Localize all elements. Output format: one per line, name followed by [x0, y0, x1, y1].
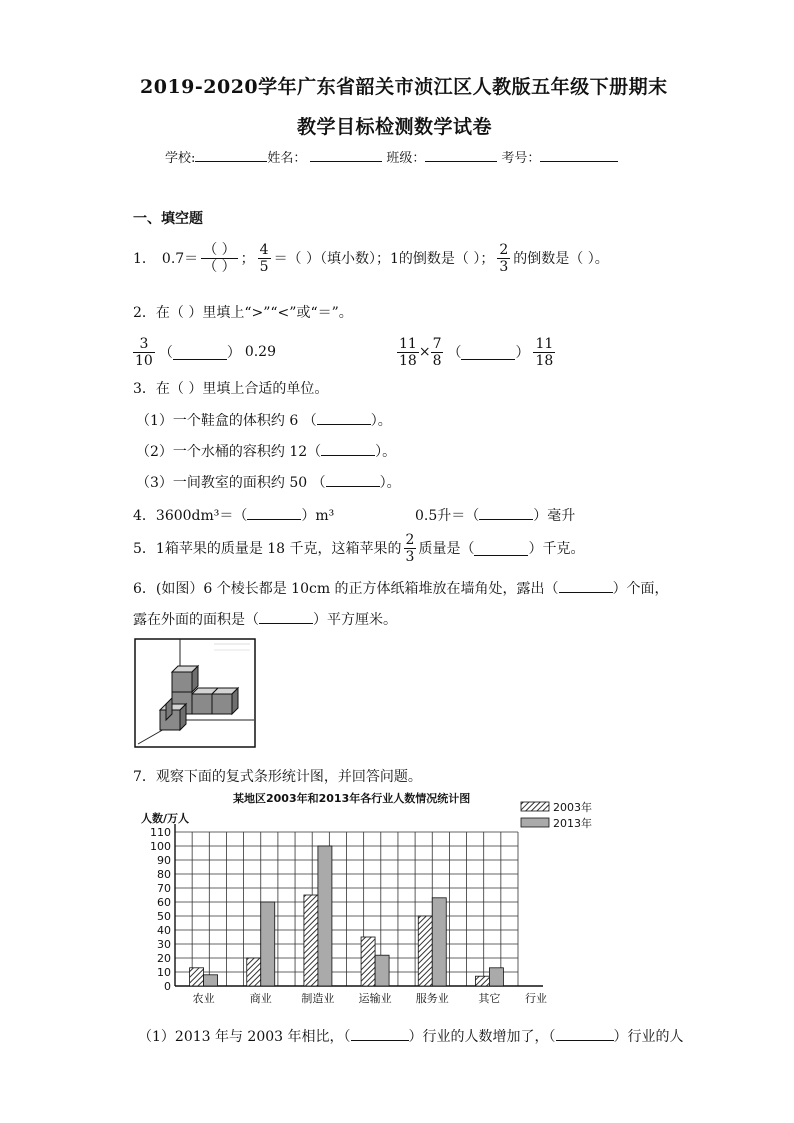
- y-tick-label: 30: [157, 938, 171, 951]
- q2-fraction-11-18-a: $\frac{11}{18}$: [399, 335, 417, 369]
- y-tick-label: 60: [157, 896, 171, 909]
- q2-left-tail: 0.29: [244, 344, 276, 360]
- q6-blank-1[interactable]: [559, 578, 613, 593]
- q3-close-2: ）。: [375, 444, 397, 460]
- cube-stack-figure: [134, 638, 256, 748]
- q2-fraction-7-8: $\frac{7}{8}$: [432, 335, 442, 369]
- x-tick-label: 运输业: [358, 992, 392, 1005]
- legend-swatch: [521, 818, 549, 827]
- q5-text-a: 5．1箱苹果的质量是 18 千克，这箱苹果的: [133, 541, 402, 557]
- name-label: 姓名：: [267, 151, 307, 166]
- section-heading: 一、填空题: [133, 211, 203, 227]
- q1-part-a: 0.7＝: [161, 251, 199, 267]
- y-tick-label: 100: [150, 840, 171, 853]
- q1-fraction-2-3: $\frac{2}{3}$: [499, 241, 509, 275]
- bar-2013: [432, 898, 446, 986]
- q2-fraction-11-18-b: $\frac{11}{18}$: [535, 335, 554, 369]
- legend-swatch: [521, 802, 549, 811]
- q6-line1-end: ）个面，: [612, 581, 669, 597]
- q3-blank-1[interactable]: [317, 410, 371, 425]
- bar-2013: [261, 902, 275, 986]
- chart-legend: [521, 800, 592, 830]
- y-tick-label: 50: [157, 910, 171, 923]
- q1-part-c: 的倒数是（ ）。: [513, 251, 609, 267]
- q2-paren-l: （: [158, 345, 173, 361]
- bar-2003: [361, 937, 375, 986]
- q3-close-3: ）。: [379, 475, 401, 491]
- question-1: [133, 238, 609, 278]
- student-info: [165, 147, 618, 166]
- school-label: 学校:: [165, 151, 196, 166]
- q1-fraction-blank[interactable]: $\frac{( )}{( )}$: [203, 241, 236, 275]
- q1-fraction-4-5: $\frac{4}{5}$: [259, 241, 269, 275]
- y-tick-label: 40: [157, 924, 171, 937]
- q4-blank-b[interactable]: [479, 505, 533, 520]
- chart-x-axis-label: 行业: [525, 992, 547, 1005]
- name-field[interactable]: [310, 147, 382, 162]
- q5-fraction-2-3: $\frac{2}{3}$: [405, 531, 415, 565]
- q2-paren-l2: （: [447, 345, 462, 361]
- bar-2013: [204, 975, 218, 986]
- q6-line-2: [133, 609, 397, 629]
- q3-blank-2[interactable]: [321, 441, 375, 456]
- y-tick-label: 0: [164, 980, 171, 993]
- bar-2003: [304, 895, 318, 986]
- q7-sub1-text: （1）2013 年与 2003 年相比，（: [138, 1029, 351, 1045]
- bar-chart: [133, 790, 603, 1012]
- y-tick-label: 20: [157, 952, 171, 965]
- question-2-right: [397, 332, 555, 372]
- q4-b-text: 0.5升＝（: [415, 508, 480, 524]
- q3-item-3: [136, 472, 401, 492]
- q3-close-1: ）。: [370, 413, 392, 429]
- school-field[interactable]: [195, 147, 267, 162]
- q3-item-2-text: （2）一个水桶的容积约 12（: [136, 444, 322, 460]
- q2-times: ×: [418, 344, 431, 360]
- q2-fraction-3-10: $\frac{3}{10}$: [135, 335, 153, 369]
- q1-part-b: ＝（ ）（填小数）；1的倒数是（ ）；: [273, 251, 495, 267]
- q4-part-b: [415, 505, 575, 525]
- q7-blank-1[interactable]: [351, 1026, 409, 1041]
- question-3-text: 3．在（ ）里填上合适的单位。: [133, 381, 329, 397]
- q3-blank-3[interactable]: [326, 472, 380, 487]
- q4-a-text: 4．3600dm³＝（: [133, 508, 248, 524]
- q3-item-1: [136, 410, 392, 430]
- q6-line2-text: 露在外面的面积是（: [133, 612, 259, 628]
- y-tick-label: 80: [157, 868, 171, 881]
- x-tick-label: 其它: [478, 992, 501, 1005]
- q5-text-b: 质量是（: [418, 541, 475, 557]
- x-tick-label: 商业: [249, 992, 272, 1005]
- q1-number: 1．: [133, 251, 156, 267]
- exam-title-line2: 教学目标检测数学试卷: [297, 116, 493, 138]
- bar-2013: [318, 846, 332, 986]
- bar-2003: [418, 916, 432, 986]
- q6-line-1: [133, 578, 669, 598]
- q7-sub-1: [138, 1026, 684, 1046]
- x-tick-label: 农业: [192, 992, 215, 1005]
- q1-separator: ；: [240, 251, 255, 267]
- chart-y-axis-label: 人数/万人: [141, 812, 190, 825]
- q2-blank-right[interactable]: [461, 345, 515, 360]
- q6-line2-end: ）平方厘米。: [313, 612, 397, 628]
- bar-2003: [247, 958, 261, 986]
- q4-a-end: ）m³: [301, 508, 335, 524]
- chart-y-ticks: [150, 826, 171, 993]
- q5-text-end: ）千克。: [528, 541, 585, 557]
- question-2-text: 2．在（ ）里填上“>”“<”或“＝”。: [133, 305, 353, 321]
- q5-blank[interactable]: [474, 541, 528, 556]
- y-tick-label: 70: [157, 882, 171, 895]
- q4-part-a: [133, 505, 334, 525]
- y-tick-label: 110: [150, 826, 171, 839]
- q7-sub1-mid: ）行业的人数增加了，（: [408, 1029, 556, 1045]
- class-label: 班级：: [386, 151, 426, 166]
- bar-2013: [375, 955, 389, 986]
- question-7-text: 7．观察下面的复式条形统计图，并回答问题。: [133, 769, 422, 785]
- legend-label: 2003年: [553, 801, 592, 814]
- bar-2003: [190, 968, 204, 986]
- q7-blank-2[interactable]: [556, 1026, 614, 1041]
- chart-title: 某地区2003年和2013年各行业人数情况统计图: [233, 792, 471, 805]
- y-tick-label: 10: [157, 966, 171, 979]
- class-field[interactable]: [425, 147, 497, 162]
- q2-paren-r2: ）: [515, 345, 530, 361]
- number-label: 考号：: [501, 151, 541, 166]
- x-tick-label: 服务业: [415, 992, 449, 1005]
- bar-2013: [489, 968, 503, 986]
- q2-blank-left[interactable]: [173, 345, 227, 360]
- q3-item-1-text: （1）一个鞋盒的体积约 6 （: [136, 413, 317, 429]
- exam-title-line1: 2019-2020学年广东省韶关市浈江区人教版五年级下册期末: [140, 76, 668, 98]
- q6-line1-text: 6．(如图）6 个棱长都是 10cm 的正方体纸箱堆放在墙角处，露出（: [133, 581, 559, 597]
- y-tick-label: 90: [157, 854, 171, 867]
- q6-blank-2[interactable]: [259, 609, 313, 624]
- number-field[interactable]: [540, 147, 618, 162]
- question-5: [133, 528, 584, 568]
- q3-item-2: [136, 441, 396, 461]
- question-2-left: [133, 332, 276, 372]
- legend-label: 2013年: [553, 817, 592, 830]
- q7-sub1-end: ）行业的人: [613, 1029, 684, 1045]
- x-tick-label: 制造业: [301, 992, 335, 1005]
- q4-b-end: ）毫升: [533, 508, 576, 524]
- q2-paren-r: ）: [226, 345, 241, 361]
- q3-item-3-text: （3）一间教室的面积约 50 （: [136, 475, 326, 491]
- q4-blank-a[interactable]: [247, 505, 301, 520]
- bar-2003: [475, 976, 489, 986]
- chart-x-ticks: [193, 991, 501, 1005]
- chart-grid: [175, 824, 543, 986]
